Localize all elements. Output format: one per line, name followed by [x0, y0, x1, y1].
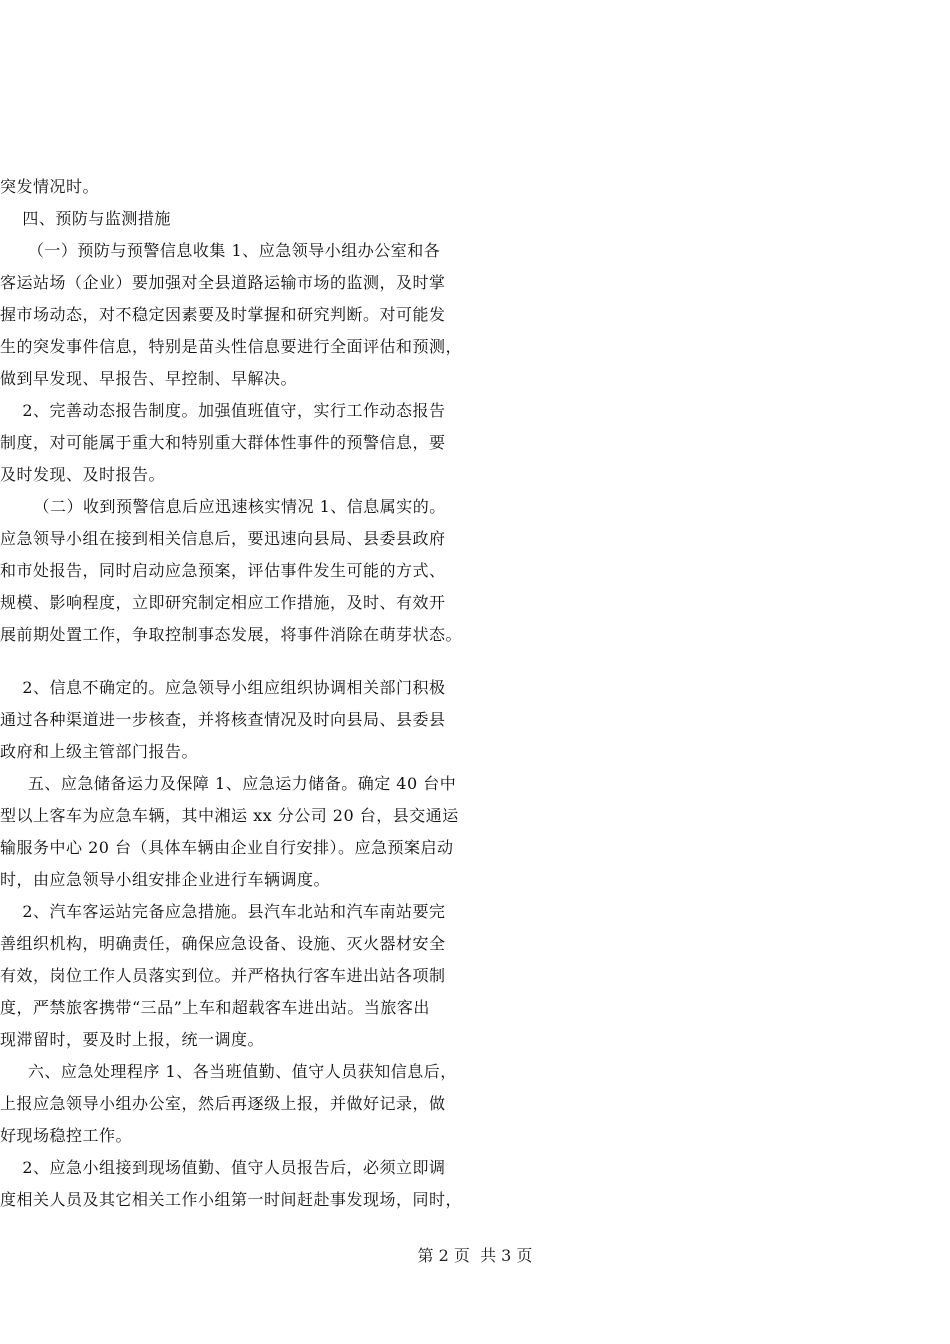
section-heading: 六、应急处理程序 1、各当班值勤、值守人员获知信息后，: [0, 1062, 457, 1081]
text-line: 制度，对可能属于重大和特别重大群体性事件的预警信息，要: [0, 433, 446, 452]
text-line: 握市场动态，对不稳定因素要及时掌握和研究判断。对可能发: [0, 305, 446, 324]
text-line: 生的突发事件信息，特别是苗头性信息要进行全面评估和预测，: [0, 337, 463, 356]
text-line: 2、汽车客运站完备应急措施。县汽车北站和汽车南站要完: [0, 902, 446, 921]
text-line: 政府和上级主管部门报告。: [0, 742, 199, 761]
page-footer: 第 2 页 共 3 页: [417, 1246, 533, 1265]
text-line: 上报应急领导小组办公室，然后再逐级上报，并做好记录，做: [0, 1094, 446, 1113]
text-line: 展前期处置工作，争取控制事态发展，将事件消除在萌芽状态。: [0, 625, 463, 644]
text-line: 善组织机构，明确责任，确保应急设备、设施、灭火器材安全: [0, 934, 446, 953]
text-line: 好现场稳控工作。: [0, 1126, 133, 1145]
text-line: 型以上客车为应急车辆，其中湘运 xx 分公司 20 台，县交通运: [0, 806, 459, 825]
text-line: 2、应急小组接到现场值勤、值守人员报告后，必须立即调: [0, 1158, 446, 1177]
text-line: 突发情况时。: [0, 177, 100, 196]
section-heading: 五、应急储备运力及保障 1、应急运力储备。确定 40 台中: [0, 774, 457, 793]
text-line: （一）预防与预警信息收集 1、应急领导小组办公室和各: [0, 241, 441, 260]
text-line: 和市处报告，同时启动应急预案，评估事件发生可能的方式、: [0, 561, 446, 580]
text-line: 2、完善动态报告制度。加强值班值守，实行工作动态报告: [0, 401, 446, 420]
text-line: 应急领导小组在接到相关信息后，要迅速向县局、县委县政府: [0, 529, 446, 548]
text-line: 通过各种渠道进一步核查，并将核查情况及时向县局、县委县: [0, 710, 446, 729]
text-line: 及时发现、及时报告。: [0, 465, 166, 484]
text-line: 时，由应急领导小组安排企业进行车辆调度。: [0, 870, 331, 889]
text-line: 客运站场（企业）要加强对全县道路运输市场的监测，及时掌: [0, 273, 446, 292]
text-line: 2、信息不确定的。应急领导小组应组织协调相关部门积极: [0, 678, 446, 697]
section-heading: 四、预防与监测措施: [0, 209, 171, 228]
text-line: （二）收到预警信息后应迅速核实情况 1、信息属实的。: [0, 497, 446, 516]
text-line: 有效，岗位工作人员落实到位。并严格执行客车进出站各项制: [0, 966, 446, 985]
text-line: 做到早发现、早报告、早控制、早解决。: [0, 369, 298, 388]
text-line: 规模、影响程度，立即研究制定相应工作措施，及时、有效开: [0, 593, 446, 612]
text-line: 度，严禁旅客携带“三品”上车和超载客车进出站。当旅客出: [0, 998, 430, 1017]
text-line: 度相关人员及其它相关工作小组第一时间赶赴事发现场，同时，: [0, 1190, 463, 1209]
text-line: 输服务中心 20 台（具体车辆由企业自行安排）。应急预案启动: [0, 838, 454, 857]
text-line: 现滞留时，要及时上报，统一调度。: [0, 1030, 265, 1049]
